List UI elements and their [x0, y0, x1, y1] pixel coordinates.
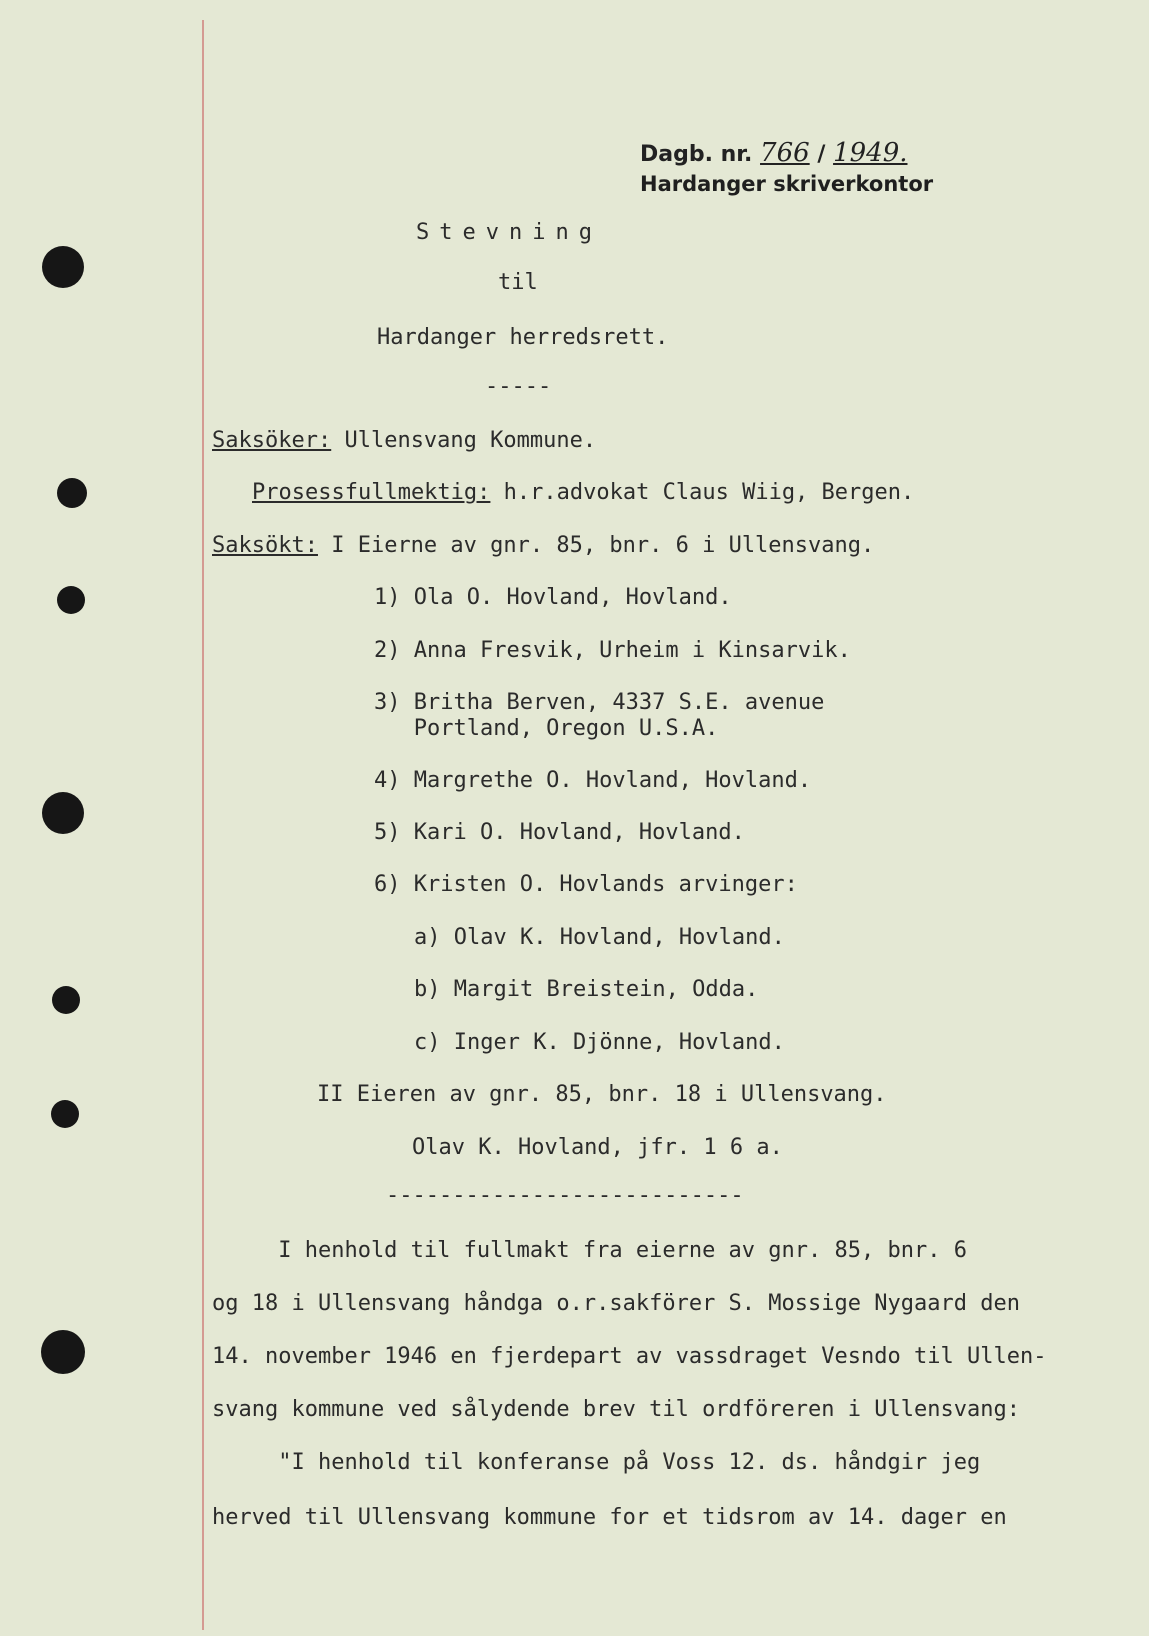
list-item: 6) Kristen O. Hovlands arvinger: — [374, 872, 798, 897]
counsel-line — [252, 480, 914, 506]
counsel-label: Prosessfullmektig: — [252, 480, 491, 505]
body-line: I henhold til fullmakt fra eierne av gnr. 85, bnr. 6 — [212, 1238, 967, 1263]
title-divider: ----- — [485, 374, 552, 399]
body-line: herved til Ullensvang kommune for et tidsrom av 14. dager en — [212, 1505, 1007, 1530]
stamp-year: 1949. — [833, 138, 908, 168]
punch-hole — [52, 986, 80, 1014]
defendant-line — [212, 533, 874, 559]
title-preposition: til — [498, 270, 538, 295]
defendant-value: I Eierne av gnr. 85, bnr. 6 i Ullensvang. — [317, 533, 875, 558]
list-item: 3) Britha Berven, 4337 S.E. avenue — [374, 690, 825, 715]
punch-hole — [51, 1100, 79, 1128]
punch-hole — [42, 246, 84, 288]
margin-rule — [202, 20, 204, 1630]
body-line: "I henhold til konferanse på Voss 12. ds. håndgir jeg — [212, 1450, 981, 1475]
plaintiff-label: Saksöker: — [212, 428, 332, 453]
sub-list-item: a) Olav K. Hovland, Hovland. — [414, 925, 785, 950]
counsel-value: h.r.advokat Claus Wiig, Bergen. — [490, 480, 915, 505]
journal-stamp — [640, 138, 908, 168]
body-line: svang kommune ved sålydende brev til ordföreren i Ullensvang: — [212, 1397, 1020, 1422]
defendant-label: Saksökt: — [212, 533, 318, 558]
stamp-separator: / — [817, 142, 826, 167]
body-line: og 18 i Ullensvang håndga o.r.sakförer S. Mossige Nygaard den — [212, 1291, 1020, 1316]
second-owner-line: II Eieren av gnr. 85, bnr. 18 i Ullensvang. — [317, 1082, 887, 1107]
punch-hole — [42, 792, 84, 834]
punch-hole — [57, 586, 85, 614]
stamp-number: 766 — [760, 138, 810, 168]
punch-hole — [57, 478, 87, 508]
office-stamp: Hardanger skriverkontor — [640, 172, 934, 196]
plaintiff-value: Ullensvang Kommune. — [331, 428, 597, 453]
stamp-label: Dagb. nr. — [640, 142, 753, 167]
court-name: Hardanger herredsrett. — [377, 325, 669, 350]
second-owner-name: Olav K. Hovland, jfr. 1 6 a. — [412, 1135, 783, 1160]
sub-list-item: c) Inger K. Djönne, Hovland. — [414, 1030, 785, 1055]
body-line: 14. november 1946 en fjerdepart av vassdraget Vesndo til Ullen- — [212, 1344, 1047, 1369]
list-item: 1) Ola O. Hovland, Hovland. — [374, 585, 732, 610]
list-item: Portland, Oregon U.S.A. — [374, 716, 719, 741]
sub-list-item: b) Margit Breistein, Odda. — [414, 977, 759, 1002]
list-item: 4) Margrethe O. Hovland, Hovland. — [374, 768, 812, 793]
section-divider: --------------------------- — [386, 1183, 744, 1208]
punch-hole — [41, 1330, 85, 1374]
document-title: Stevning — [416, 220, 602, 245]
list-item: 2) Anna Fresvik, Urheim i Kinsarvik. — [374, 638, 851, 663]
plaintiff-line — [212, 428, 596, 454]
list-item: 5) Kari O. Hovland, Hovland. — [374, 820, 745, 845]
